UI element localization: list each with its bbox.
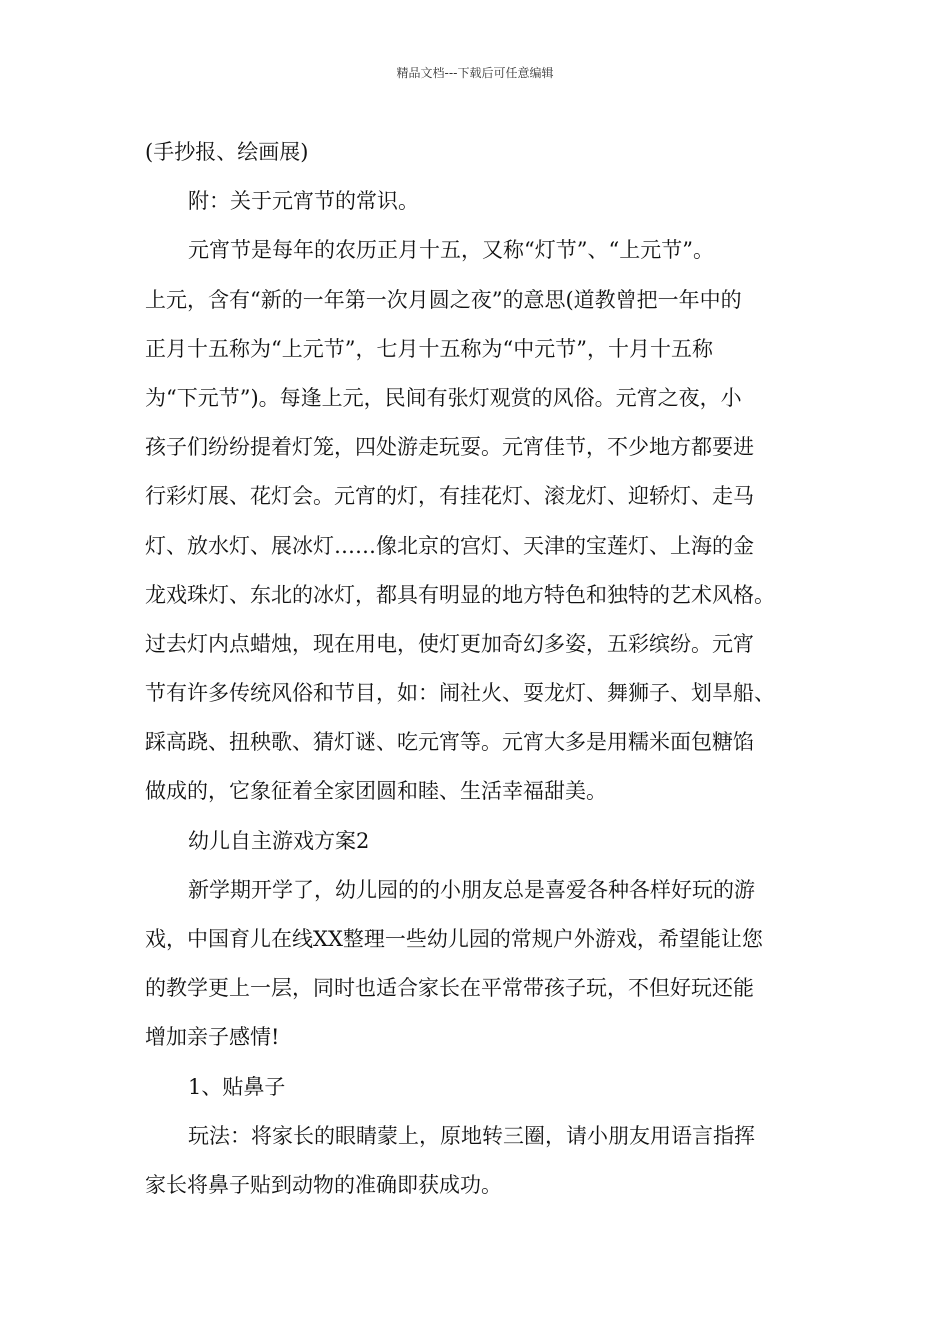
document-body: [145, 128, 835, 1210]
text-line: (手抄报、绘画展): [145, 140, 309, 164]
text-line: 灯、放水灯、展冰灯……像北京的宫灯、天津的宝莲灯、上海的金: [145, 533, 754, 558]
text-line: 正月十五称为“上元节”，七月十五称为“中元节”，十月十五称: [145, 336, 713, 361]
text-line: 1、贴鼻子: [188, 1074, 286, 1099]
text-line: 上元，含有“新的一年第一次月圆之夜”的意思(道教曾把一年中的: [145, 287, 742, 312]
text-line: 新学期开学了，幼儿园的的小朋友总是喜爱各种各样好玩的游: [188, 877, 755, 902]
text-line: 行彩灯展、花灯会。元宵的灯，有挂花灯、滚龙灯、迎轿灯、走马: [145, 484, 754, 509]
text-line: 玩法：将家长的眼睛蒙上，原地转三圈，请小朋友用语言指挥: [188, 1123, 755, 1148]
text-line: 幼儿自主游戏方案2: [188, 828, 370, 853]
text-line: 附：关于元宵节的常识。: [188, 189, 419, 214]
text-line: 做成的，它象征着全家团圆和睦、生活幸福甜美。: [145, 779, 607, 804]
text-line: 的教学更上一层，同时也适合家长在平常带孩子玩，不但好玩还能: [145, 976, 754, 1001]
text-line: 为“下元节”)。每逢上元，民间有张灯观赏的风俗。元宵之夜，小: [145, 385, 742, 410]
text-line: 踩高跷、扭秧歌、猜灯谜、吃元宵等。元宵大多是用糯米面包糖馅: [145, 730, 754, 755]
page-header: 精品文档---下载后可任意编辑: [396, 66, 554, 80]
text-line: 龙戏珠灯、东北的冰灯，都具有明显的地方特色和独特的艺术风格。: [145, 582, 775, 607]
text-line: 孩子们纷纷提着灯笼，四处游走玩耍。元宵佳节，不少地方都要进: [145, 435, 754, 460]
text-line: 增加亲子感情!: [145, 1025, 280, 1050]
text-line: 元宵节是每年的农历正月十五，又称“灯节”、“上元节”。: [188, 238, 714, 263]
text-line: 过去灯内点蜡烛，现在用电，使灯更加奇幻多姿，五彩缤纷。元宵: [145, 631, 754, 656]
text-line: 节有许多传统风俗和节目，如：闹社火、耍龙灯、舞狮子、划旱船、: [145, 681, 775, 706]
text-line: 戏，中国育儿在线XX整理一些幼儿园的常规户外游戏，希望能让您: [145, 927, 763, 951]
text-line: 家长将鼻子贴到动物的准确即获成功。: [145, 1172, 502, 1197]
